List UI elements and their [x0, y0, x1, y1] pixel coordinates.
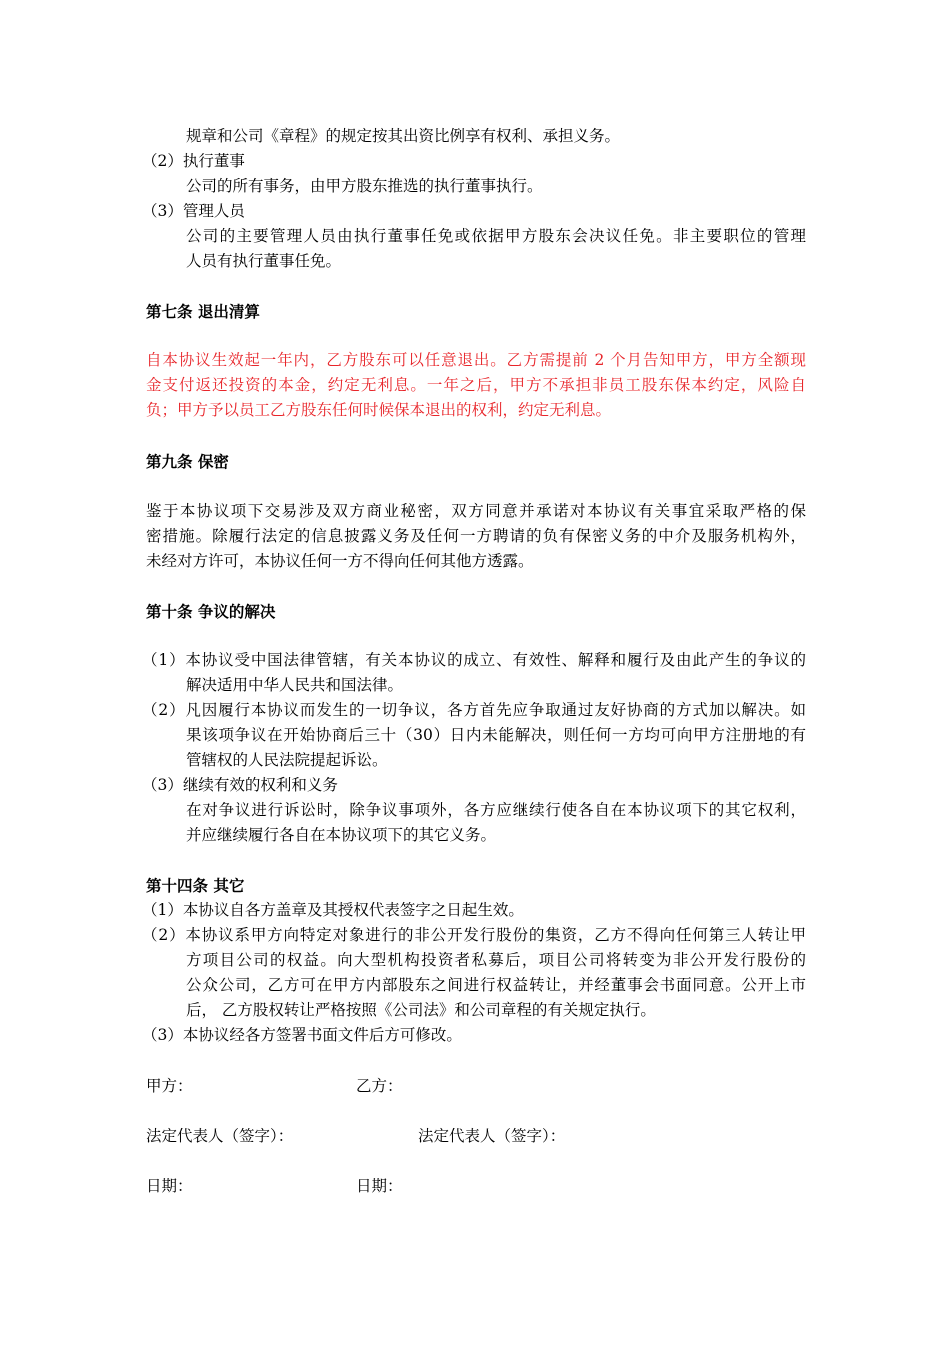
list-item-line: 并应继续履行各自在本协议项下的其它义务。 — [186, 826, 497, 844]
paragraph-line: 未经对方许可，本协议任何一方不得向任何其他方透露。 — [146, 552, 534, 570]
list-item-line: 解决适用中华人民共和国法律。 — [186, 676, 404, 694]
list-item-line: （3）本协议经各方签署书面文件后方可修改。 — [142, 1026, 462, 1044]
highlighted-paragraph-line: 金支付返还投资的本金，约定无利息。一年之后，甲方不承担非员工股东保本约定，风险自 — [146, 376, 806, 394]
party-a-representative-label: 法定代表人（签字）： — [146, 1127, 294, 1145]
section-heading: 第十四条 其它 — [146, 876, 245, 895]
section-heading: 第七条 退出清算 — [146, 302, 260, 321]
list-item-line: （2）凡因履行本协议而发生的一切争议，各方首先应争取通过友好协商的方式加以解决。如 — [142, 701, 806, 719]
paragraph-line: 鉴于本协议项下交易涉及双方商业秘密，双方同意并承诺对本协议有关事宜采取严格的保 — [146, 502, 806, 520]
paragraph-line: 规章和公司《章程》的规定按其出资比例享有权利、承担义务。 — [186, 127, 621, 145]
list-item-label: （3）继续有效的权利和义务 — [142, 776, 338, 794]
list-item-line: （2）本协议系甲方向特定对象进行的非公开发行股份的集资，乙方不得向任何第三人转让甲 — [142, 926, 806, 944]
paragraph-line: 公司的所有事务，由甲方股东推选的执行董事执行。 — [186, 177, 543, 195]
list-item-line: 在对争议进行诉讼时，除争议事项外，各方应继续行使各自在本协议项下的其它权利， — [186, 801, 806, 819]
paragraph-line: 人员有执行董事任免。 — [186, 252, 342, 270]
party-b-representative-label: 法定代表人（签字）： — [418, 1127, 566, 1145]
section-heading: 第十条 争议的解决 — [146, 602, 276, 621]
list-item-line: 果该项争议在开始协商后三十（30）日内未能解决，则任何一方均可向甲方注册地的有 — [186, 726, 806, 744]
list-item-label: （3）管理人员 — [142, 202, 245, 220]
highlighted-paragraph-line: 负；甲方予以员工乙方股东任何时候保本退出的权利，约定无利息。 — [146, 401, 612, 419]
list-item-line: 管辖权的人民法院提起诉讼。 — [186, 751, 388, 769]
party-b-label: 乙方： — [356, 1077, 403, 1095]
list-item-line: 方项目公司的权益。向大型机构投资者私募后，项目公司将转变为非公开发行股份的 — [186, 951, 806, 969]
paragraph-line: 公司的主要管理人员由执行董事任免或依据甲方股东会决议任免。非主要职位的管理 — [186, 227, 806, 245]
list-item-line: （1）本协议自各方盖章及其授权代表签字之日起生效。 — [142, 901, 524, 919]
paragraph-line: 密措施。除履行法定的信息披露义务及任何一方聘请的负有保密义务的中介及服务机构外， — [146, 527, 806, 545]
list-item-line: 后， 乙方股权转让严格按照《公司法》和公司章程的有关规定执行。 — [186, 1001, 656, 1019]
list-item-label: （2）执行董事 — [142, 152, 245, 170]
party-a-date-label: 日期： — [146, 1177, 193, 1195]
party-a-label: 甲方： — [146, 1077, 193, 1095]
list-item-line: （1）本协议受中国法律管辖，有关本协议的成立、有效性、解释和履行及由此产生的争议的 — [142, 651, 806, 669]
section-heading: 第九条 保密 — [146, 452, 229, 471]
list-item-line: 公众公司，乙方可在甲方内部股东之间进行权益转让，并经董事会书面同意。公开上市 — [186, 976, 806, 994]
highlighted-paragraph-line: 自本协议生效起一年内，乙方股东可以任意退出。乙方需提前 2 个月告知甲方，甲方全额现 — [146, 351, 806, 369]
party-b-date-label: 日期： — [356, 1177, 403, 1195]
